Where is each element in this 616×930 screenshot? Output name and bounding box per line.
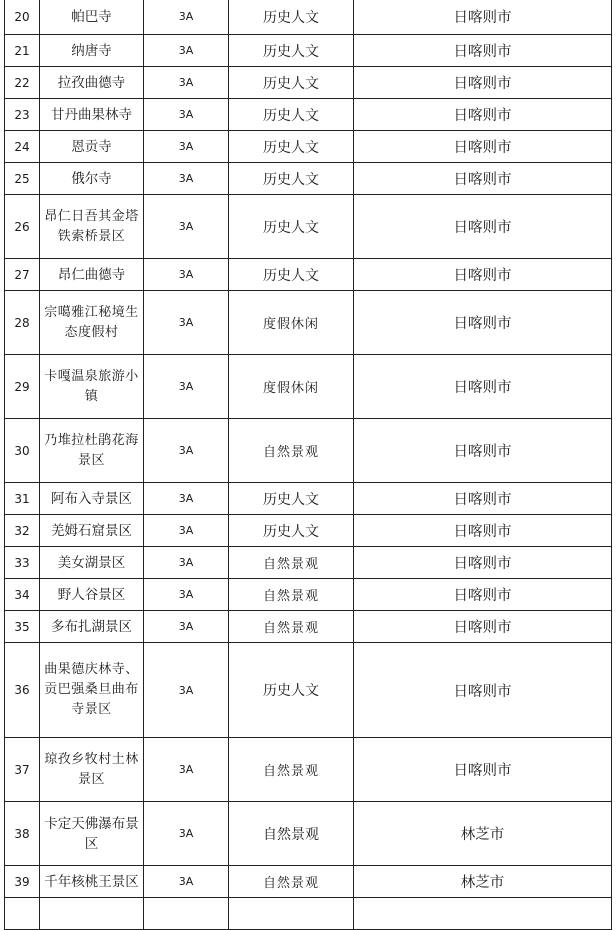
table-row: [5, 643, 612, 738]
row-number: 28: [5, 291, 40, 355]
scenic-spot-city: 日喀则市: [354, 611, 612, 643]
scenic-spot-city: 日喀则市: [354, 131, 612, 163]
scenic-spot-type: 历史人文: [229, 0, 354, 35]
scenic-spot-grade: 3A: [144, 163, 229, 195]
row-number: 22: [5, 67, 40, 99]
scenic-spot-grade: 3A: [144, 195, 229, 259]
scenic-spot-type: 自然景观: [229, 802, 354, 866]
scenic-spot-type: 自然景观: [229, 419, 354, 483]
row-number: 21: [5, 35, 40, 67]
row-number: 31: [5, 483, 40, 515]
scenic-spot-type: 历史人文: [229, 35, 354, 67]
scenic-spot-grade: 3A: [144, 483, 229, 515]
scenic-spot-grade: 3A: [144, 547, 229, 579]
scenic-spot-type: 度假休闲: [229, 291, 354, 355]
scenic-spot-type: 历史人文: [229, 195, 354, 259]
table-row: [5, 483, 612, 515]
table-row: [5, 355, 612, 419]
row-number: 25: [5, 163, 40, 195]
row-number: 32: [5, 515, 40, 547]
table-row: [5, 35, 612, 67]
scenic-spot-city: 日喀则市: [354, 738, 612, 802]
scenic-spot-grade: 3A: [144, 611, 229, 643]
table-row: [5, 579, 612, 611]
scenic-spot-name: 恩贡寺: [40, 131, 144, 163]
row-number: 24: [5, 131, 40, 163]
scenic-spot-grade: 3A: [144, 35, 229, 67]
scenic-spot-type: 历史人文: [229, 643, 354, 738]
table-row: [5, 0, 612, 35]
scenic-spot-type: 度假休闲: [229, 355, 354, 419]
scenic-spot-type: 历史人文: [229, 259, 354, 291]
table-row: [5, 866, 612, 898]
row-number: 23: [5, 99, 40, 131]
scenic-spot-city: 日喀则市: [354, 419, 612, 483]
row-number: 39: [5, 866, 40, 898]
scenic-spot-type: 自然景观: [229, 866, 354, 898]
scenic-spot-city: 日喀则市: [354, 291, 612, 355]
scenic-spot-name: 帕巴寺: [40, 0, 144, 35]
scenic-spot-city: 日喀则市: [354, 67, 612, 99]
table-row: [5, 802, 612, 866]
row-number: 38: [5, 802, 40, 866]
scenic-spot-name: 昂仁曲德寺: [40, 259, 144, 291]
scenic-spot-name: 昂仁日吾其金塔铁索桥景区: [40, 195, 144, 259]
scenic-spot-name: 宗噶雅江秘境生态度假村: [40, 291, 144, 355]
scenic-spot-grade: 3A: [144, 419, 229, 483]
scenic-spot-name: 美女湖景区: [40, 547, 144, 579]
scenic-spot-grade: 3A: [144, 579, 229, 611]
table-row: [5, 163, 612, 195]
table-row: [5, 515, 612, 547]
table-row: [5, 419, 612, 483]
scenic-spot-grade: 3A: [144, 515, 229, 547]
table-row: [5, 99, 612, 131]
row-number: 27: [5, 259, 40, 291]
scenic-spot-grade: 3A: [144, 802, 229, 866]
scenic-spot-type: 自然景观: [229, 611, 354, 643]
scenic-spot-grade: 3A: [144, 738, 229, 802]
scenic-spot-grade: 3A: [144, 643, 229, 738]
scenic-spot-table: [4, 0, 612, 930]
table-row: [5, 259, 612, 291]
row-number: 34: [5, 579, 40, 611]
scenic-spot-city: 日喀则市: [354, 515, 612, 547]
scenic-spot-name: 多布扎湖景区: [40, 611, 144, 643]
scenic-spot-type: 历史人文: [229, 483, 354, 515]
scenic-spot-table-page: [4, 0, 611, 930]
table-row: [5, 611, 612, 643]
scenic-spot-city: 日喀则市: [354, 163, 612, 195]
scenic-spot-type: 自然景观: [229, 738, 354, 802]
scenic-spot-name: 纳唐寺: [40, 35, 144, 67]
scenic-spot-city: 日喀则市: [354, 547, 612, 579]
row-number: 35: [5, 611, 40, 643]
scenic-spot-name: 俄尔寺: [40, 163, 144, 195]
scenic-spot-type: 自然景观: [229, 579, 354, 611]
scenic-spot-city: 日喀则市: [354, 483, 612, 515]
scenic-spot-name: 甘丹曲果林寺: [40, 99, 144, 131]
scenic-spot-grade: 3A: [144, 131, 229, 163]
table-row: [5, 67, 612, 99]
scenic-spot-grade: 3A: [144, 0, 229, 35]
scenic-spot-city: 日喀则市: [354, 579, 612, 611]
scenic-spot-name: 羌姆石窟景区: [40, 515, 144, 547]
scenic-spot-city: 林芝市: [354, 866, 612, 898]
scenic-spot-type: 自然景观: [229, 547, 354, 579]
scenic-spot-type: 历史人文: [229, 515, 354, 547]
scenic-spot-city: 日喀则市: [354, 259, 612, 291]
row-number: 20: [5, 0, 40, 35]
table-row: [5, 291, 612, 355]
row-number: 33: [5, 547, 40, 579]
scenic-spot-grade: 3A: [144, 291, 229, 355]
scenic-spot-name: 乃堆拉杜鹃花海景区: [40, 419, 144, 483]
scenic-spot-grade: 3A: [144, 355, 229, 419]
row-number: 26: [5, 195, 40, 259]
scenic-spot-name: 千年核桃王景区: [40, 866, 144, 898]
scenic-spot-city: 日喀则市: [354, 0, 612, 35]
scenic-spot-type: 历史人文: [229, 99, 354, 131]
row-number: 36: [5, 643, 40, 738]
table-row: [5, 547, 612, 579]
scenic-spot-city: 日喀则市: [354, 195, 612, 259]
scenic-spot-grade: 3A: [144, 67, 229, 99]
scenic-spot-name: 拉孜曲德寺: [40, 67, 144, 99]
scenic-spot-name: 琼孜乡牧村土林景区: [40, 738, 144, 802]
scenic-spot-name: 曲果德庆林寺、贡巴强桑旦曲布寺景区: [40, 643, 144, 738]
row-number: 30: [5, 419, 40, 483]
scenic-spot-type: 历史人文: [229, 131, 354, 163]
row-number: 29: [5, 355, 40, 419]
table-row: [5, 131, 612, 163]
scenic-spot-grade: 3A: [144, 99, 229, 131]
scenic-spot-name: 野人谷景区: [40, 579, 144, 611]
scenic-spot-name: 卡定天佛瀑布景区: [40, 802, 144, 866]
scenic-spot-type: 历史人文: [229, 163, 354, 195]
scenic-spot-city: 日喀则市: [354, 99, 612, 131]
scenic-spot-city: 日喀则市: [354, 643, 612, 738]
scenic-spot-city: 日喀则市: [354, 355, 612, 419]
table-row: [5, 738, 612, 802]
scenic-spot-city: 林芝市: [354, 802, 612, 866]
scenic-spot-city: 日喀则市: [354, 35, 612, 67]
table-row: [5, 195, 612, 259]
scenic-spot-grade: 3A: [144, 866, 229, 898]
scenic-spot-name: 阿布入寺景区: [40, 483, 144, 515]
scenic-spot-type: 历史人文: [229, 67, 354, 99]
table-row-partial: [5, 898, 612, 930]
scenic-spot-grade: 3A: [144, 259, 229, 291]
row-number: 37: [5, 738, 40, 802]
scenic-spot-name: 卡嘎温泉旅游小镇: [40, 355, 144, 419]
